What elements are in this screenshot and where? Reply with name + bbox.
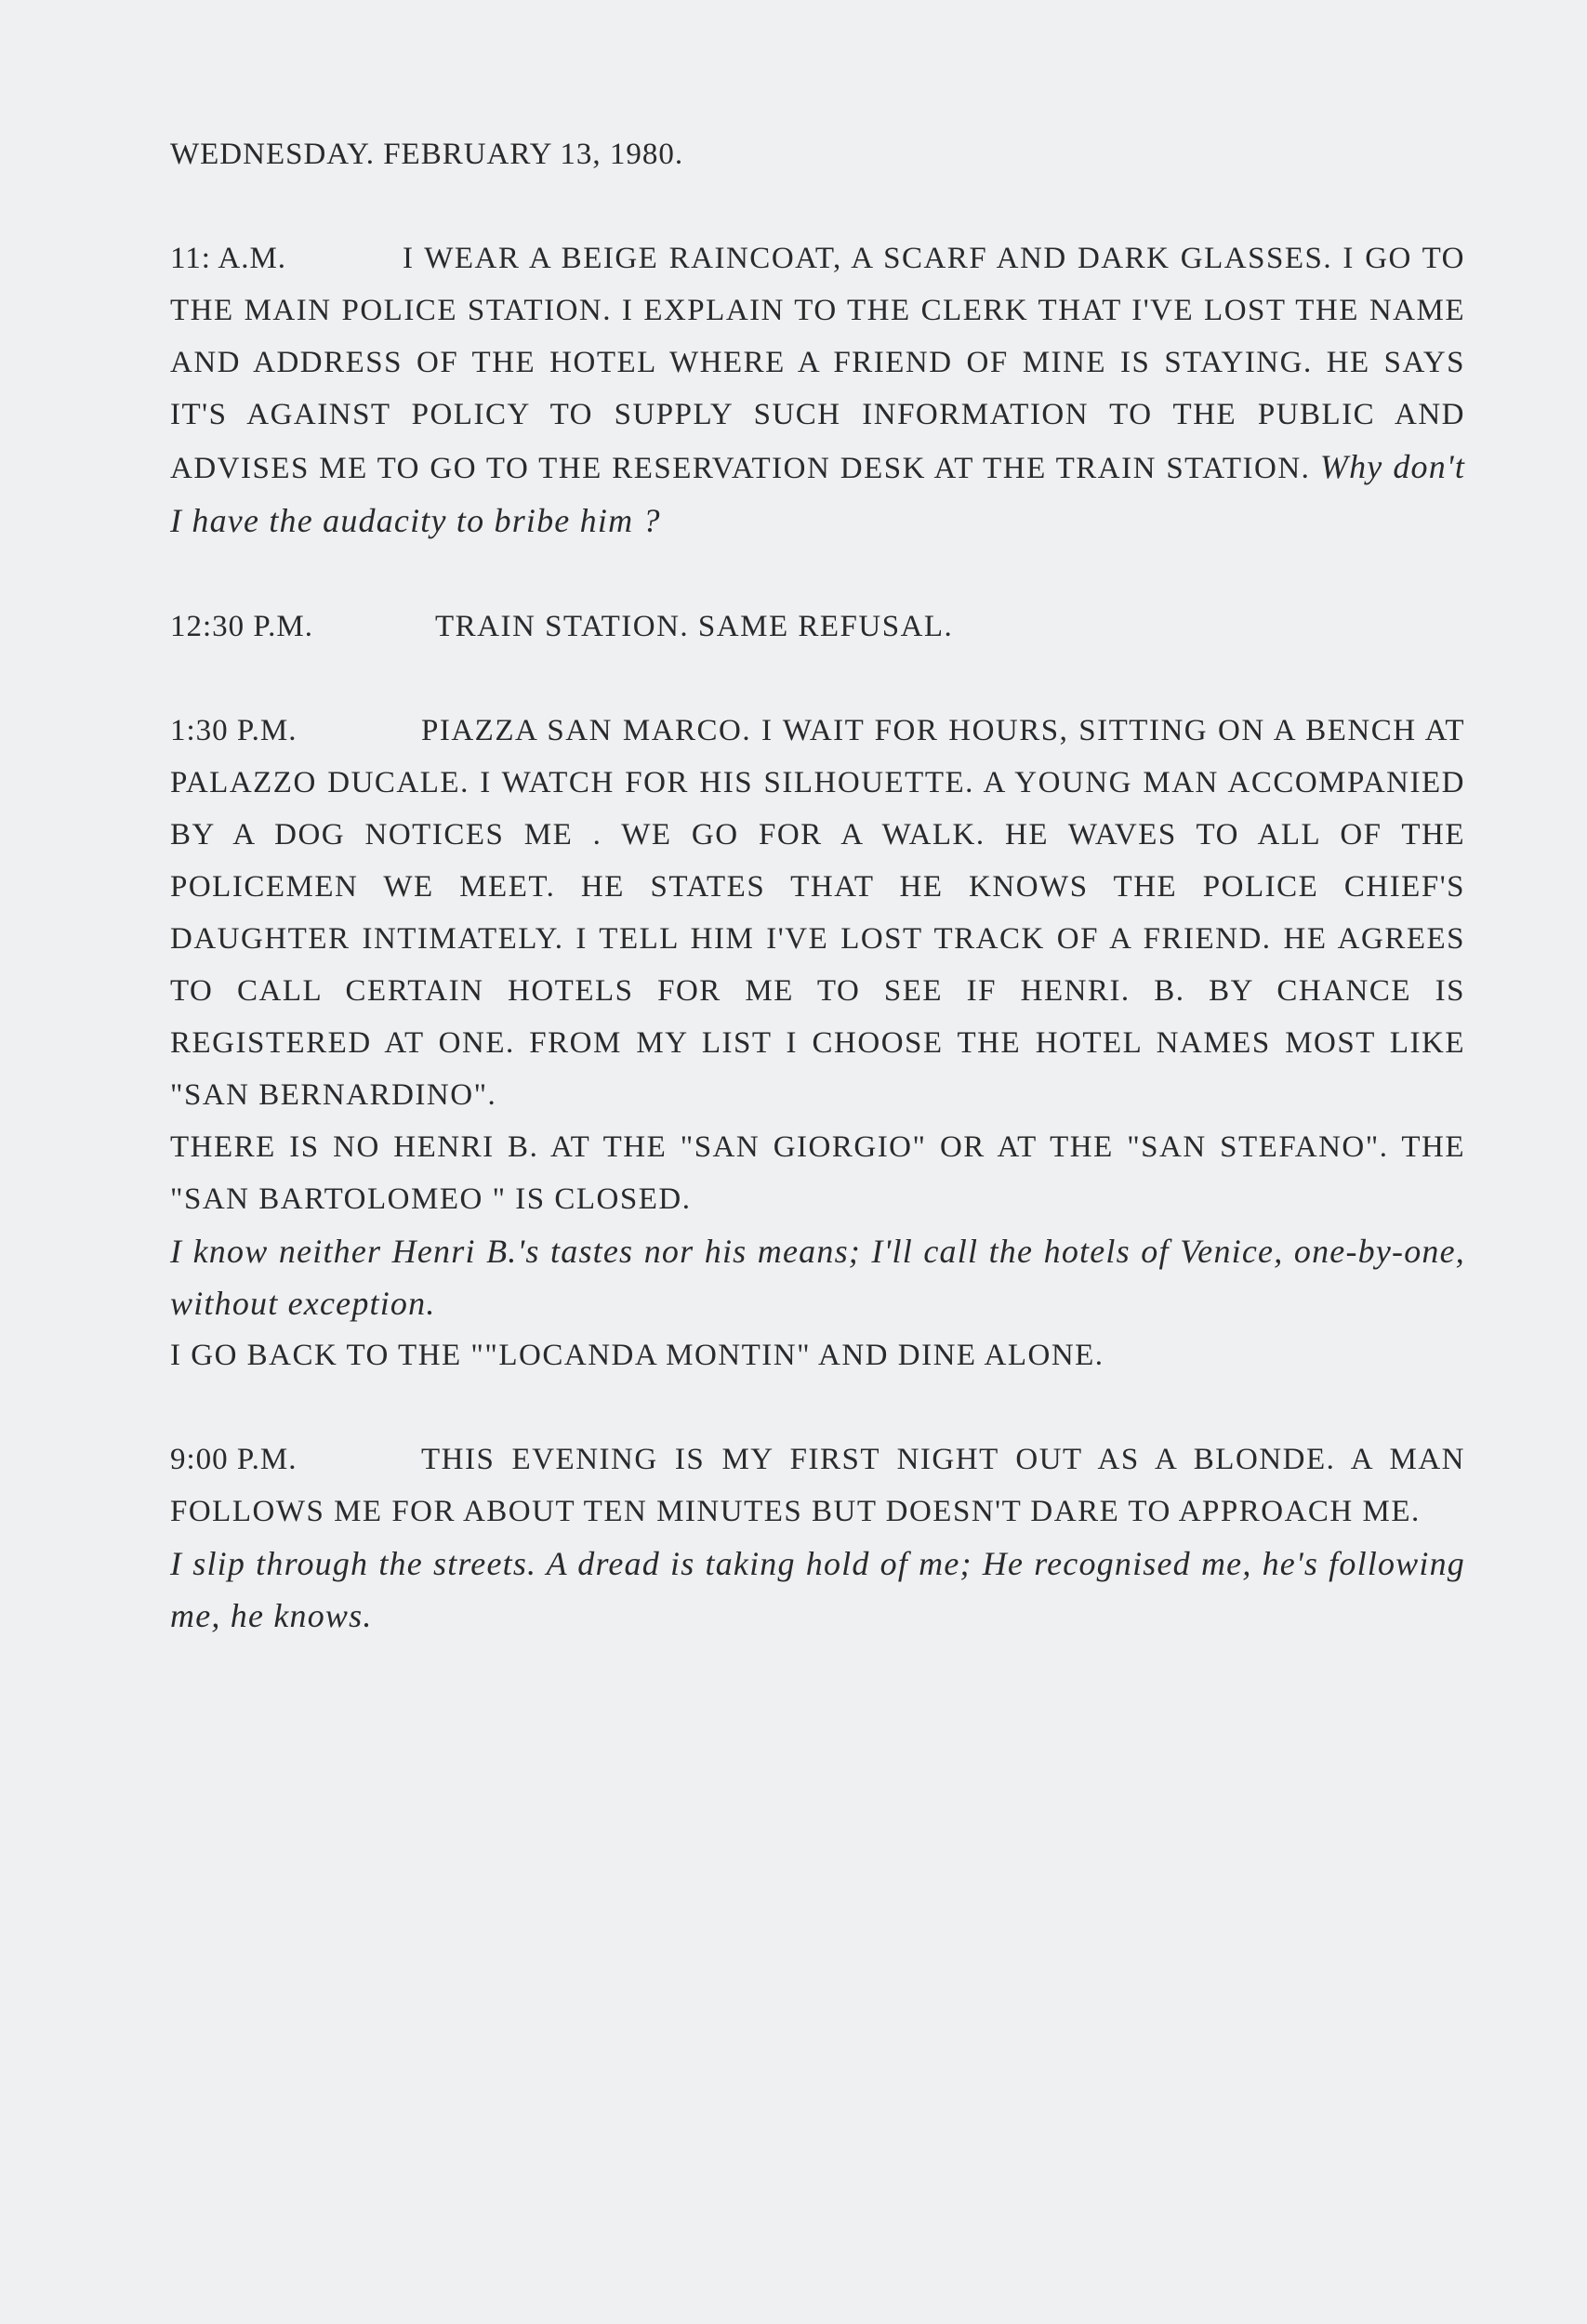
diary-entry (170, 1433, 1465, 1642)
entry-paragraph (170, 1433, 1465, 1538)
diary-page (170, 128, 1465, 1694)
entry-paragraph: THERE IS NO HENRI B. AT THE "SAN GIORGIO" OR AT THE "SAN STEFANO". THE "SAN BARTOLOMEO " IS CLOSED. (170, 1130, 1465, 1216)
entry-italic-text: Why don't I have the audacity to bribe him ? (170, 448, 1466, 539)
diary-entry (170, 601, 1465, 653)
entry-text: PIAZZA SAN MARCO. I WAIT FOR HOURS, SITTING ON A BENCH AT PALAZZO DUCALE. I WATCH FOR HIS SILHOUETTE. A YOUNG MAN ACCOMPANIED BY A DOG NOTICES ME . WE GO FOR A WALK. HE WAVES TO ALL OF THE POLICEMEN WE MEET. HE STATES THAT HE KNOWS THE POLICE CHIEF'S DAUGHTER INTIMATELY. I TELL HIM I'VE LOST TRACK OF A FRIEND. HE AGREES TO CALL CERTAIN HOTELS FOR ME TO SEE IF HENRI. B. BY CHANCE IS REGISTERED AT ONE. FROM MY LIST I CHOOSE THE HOTEL NAMES MOST LIKE "SAN BERNARDINO". (170, 714, 1465, 1112)
entry-time: 12:30 P.M. (170, 610, 313, 643)
entry-italic-text: I slip through the streets. A dread is taking hold of me; He recognised me, he's following me, he knows. (170, 1545, 1465, 1634)
entry-paragraph (170, 232, 1465, 548)
entry-text: TRAIN STATION. SAME REFUSAL. (435, 610, 954, 643)
entry-paragraph (170, 601, 1465, 653)
diary-entry (170, 705, 1465, 1381)
diary-entry (170, 232, 1465, 548)
entry-time: 1:30 P.M. (170, 714, 298, 747)
entry-time: 9:00 P.M. (170, 1443, 298, 1476)
entry-paragraph: I GO BACK TO THE ""LOCANDA MONTIN" AND DINE ALONE. (170, 1339, 1104, 1372)
entry-text: I WEAR A BEIGE RAINCOAT, A SCARF AND DARK GLASSES. I GO TO THE MAIN POLICE STATION. I EXPLAIN TO THE CLERK THAT I'VE LOST THE NAME AND ADDRESS OF THE HOTEL WHERE A FRIEND OF MINE IS STAYING. HE SAYS IT'S AGAINST POLICY TO SUPPLY SUCH INFORMATION TO THE PUBLIC AND ADVISES ME TO GO TO THE RESERVATION DESK AT THE TRAIN STATION. (170, 242, 1465, 485)
entry-paragraph (170, 705, 1465, 1121)
date-heading: WEDNESDAY. FEBRUARY 13, 1980. (170, 138, 684, 171)
entry-time: 11: A.M. (170, 242, 287, 275)
entry-italic-text: I know neither Henri B.'s tastes nor his means; I'll call the hotels of Venice, one-by-one, without exception. (170, 1233, 1465, 1322)
entry-text: THIS EVENING IS MY FIRST NIGHT OUT AS A BLONDE. A MAN FOLLOWS ME FOR ABOUT TEN MINUTES BUT DOESN'T DARE TO APPROACH ME. (170, 1443, 1465, 1528)
